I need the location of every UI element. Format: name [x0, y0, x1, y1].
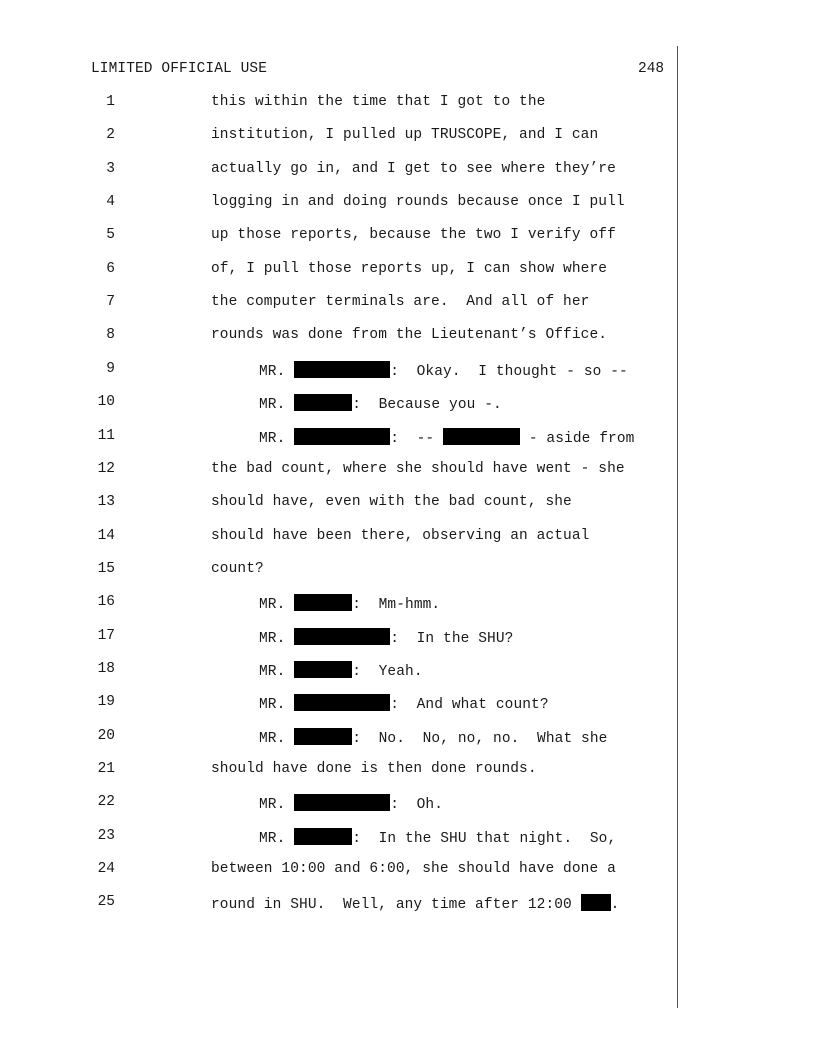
transcript-line	[0, 694, 680, 716]
line-text-segment: MR.	[259, 797, 295, 814]
line-text-segment: up those reports, because the two I verify off	[211, 227, 616, 244]
line-text	[259, 394, 502, 413]
transcript-line	[0, 494, 680, 516]
line-text-segment: MR.	[259, 597, 295, 614]
line-text	[211, 127, 598, 143]
line-number: 3	[106, 160, 115, 177]
transcript-line	[0, 594, 680, 616]
line-number: 16	[97, 594, 115, 611]
line-number: 18	[97, 660, 115, 677]
line-text-segment: MR.	[259, 697, 295, 714]
line-number: 1	[106, 94, 115, 110]
transcript-line	[0, 661, 680, 683]
transcript-line	[0, 261, 680, 283]
line-text-segment: : Oh.	[390, 797, 444, 814]
transcript-line	[0, 794, 680, 816]
redaction-box	[294, 728, 352, 745]
transcript-line	[0, 628, 680, 650]
redaction-box	[294, 794, 390, 811]
line-number: 21	[97, 761, 115, 777]
line-text-segment: should have, even with the bad count, she	[211, 494, 572, 511]
line-text	[211, 194, 625, 210]
line-text-segment: the computer terminals are. And all of her	[211, 294, 590, 311]
line-text-segment: MR.	[259, 663, 295, 680]
line-text-segment: logging in and doing rounds because once I pull	[211, 194, 625, 211]
line-text-segment: rounds was done from the Lieutenant’s Office.	[211, 327, 608, 344]
transcript-line	[0, 294, 680, 316]
line-number: 10	[97, 394, 115, 411]
line-number: 2	[106, 127, 115, 144]
line-text	[211, 461, 625, 477]
line-text	[211, 261, 607, 277]
line-text	[211, 94, 545, 110]
line-text	[259, 794, 443, 813]
redaction-box	[443, 428, 520, 445]
line-text-segment: this within the time that I got to the	[211, 94, 546, 110]
transcript-line	[0, 428, 680, 450]
line-text	[211, 561, 264, 577]
line-text-segment: : Because you -.	[352, 397, 502, 414]
line-number: 6	[106, 260, 115, 277]
transcript-line	[0, 561, 680, 583]
transcript-line	[0, 194, 680, 216]
redaction-box	[294, 694, 390, 711]
transcript-line	[0, 361, 680, 383]
line-number: 25	[97, 894, 115, 911]
line-text	[259, 428, 634, 447]
line-text-segment: : Okay. I thought - so --	[390, 363, 628, 380]
line-number: 19	[97, 694, 115, 711]
transcript-line	[0, 227, 680, 249]
redaction-box	[294, 428, 390, 445]
line-number: 23	[97, 827, 115, 844]
transcript-line	[0, 394, 680, 416]
line-text-segment: : In the SHU?	[390, 630, 514, 647]
line-number: 11	[97, 427, 115, 444]
line-number: 7	[106, 294, 115, 311]
transcript-line	[0, 861, 680, 883]
line-text	[259, 728, 607, 747]
line-text	[211, 894, 619, 913]
line-text	[211, 327, 607, 343]
line-text	[211, 494, 572, 510]
line-text	[211, 227, 616, 243]
line-text	[259, 661, 423, 680]
line-text	[259, 828, 616, 847]
line-text-segment: : No. No, no, no. What she	[352, 730, 608, 747]
line-text	[211, 528, 589, 544]
line-text-segment: actually go in, and I get to see where they’re	[211, 160, 616, 177]
line-text	[211, 294, 589, 310]
line-number: 20	[97, 727, 115, 744]
line-text	[259, 361, 628, 380]
line-text	[211, 861, 616, 877]
line-text	[259, 694, 549, 713]
redaction-box	[294, 661, 352, 678]
transcript-line	[0, 828, 680, 850]
line-text-segment: MR.	[259, 430, 295, 447]
transcript-line	[0, 761, 680, 783]
transcript-line	[0, 894, 680, 916]
line-text-segment: should have been there, observing an actual	[211, 527, 590, 544]
line-text-segment: MR.	[259, 363, 295, 380]
line-text-segment: : And what count?	[390, 697, 549, 714]
transcript-line	[0, 728, 680, 750]
transcript-line	[0, 528, 680, 550]
line-text-segment: .	[610, 897, 620, 914]
line-number: 5	[106, 227, 115, 244]
line-text-segment: round in SHU. Well, any time after 12:00	[211, 897, 581, 914]
line-text-segment: between 10:00 and 6:00, she should have done a	[211, 861, 616, 878]
line-text	[259, 594, 440, 613]
transcript-line	[0, 127, 680, 149]
transcript-line	[0, 161, 680, 183]
redaction-box	[294, 394, 352, 411]
transcript-line	[0, 461, 680, 483]
line-text-segment: : --	[390, 430, 444, 447]
line-text-segment: : In the SHU that night. So,	[352, 830, 617, 847]
redaction-box	[294, 361, 390, 378]
line-text-segment: of, I pull those reports up, I can show where	[211, 260, 608, 277]
line-text-segment: MR.	[259, 397, 295, 414]
line-text-segment: : Yeah.	[352, 663, 423, 680]
line-text-segment: MR.	[259, 630, 295, 647]
line-number: 12	[97, 460, 115, 477]
line-number: 13	[97, 494, 115, 511]
line-text-segment: - aside from	[520, 430, 635, 447]
page-number: 248	[638, 61, 665, 77]
line-text-segment: the bad count, where she should have went - she	[211, 460, 625, 477]
transcript-line	[0, 327, 680, 349]
line-number: 22	[97, 794, 115, 811]
line-number: 8	[106, 327, 115, 344]
line-text-segment: count?	[211, 560, 264, 577]
line-number: 17	[97, 627, 115, 644]
line-text	[259, 628, 513, 647]
line-number: 9	[106, 360, 115, 377]
transcript-line	[0, 94, 680, 116]
redaction-box	[294, 594, 352, 611]
line-number: 14	[97, 527, 115, 544]
classification-header: LIMITED OFFICIAL USE	[91, 61, 268, 77]
redaction-box	[581, 894, 611, 911]
line-text-segment: MR.	[259, 730, 295, 747]
line-text-segment: MR.	[259, 830, 295, 847]
line-number: 4	[106, 194, 115, 211]
redaction-box	[294, 628, 390, 645]
line-text-segment: : Mm-hmm.	[352, 597, 441, 614]
line-text	[211, 161, 616, 177]
redaction-box	[294, 828, 352, 845]
line-text-segment: institution, I pulled up TRUSCOPE, and I can	[211, 127, 599, 144]
line-text-segment: should have done is then done rounds.	[211, 761, 537, 777]
line-number: 15	[97, 560, 115, 577]
line-number: 24	[97, 861, 115, 878]
line-text	[211, 761, 537, 777]
